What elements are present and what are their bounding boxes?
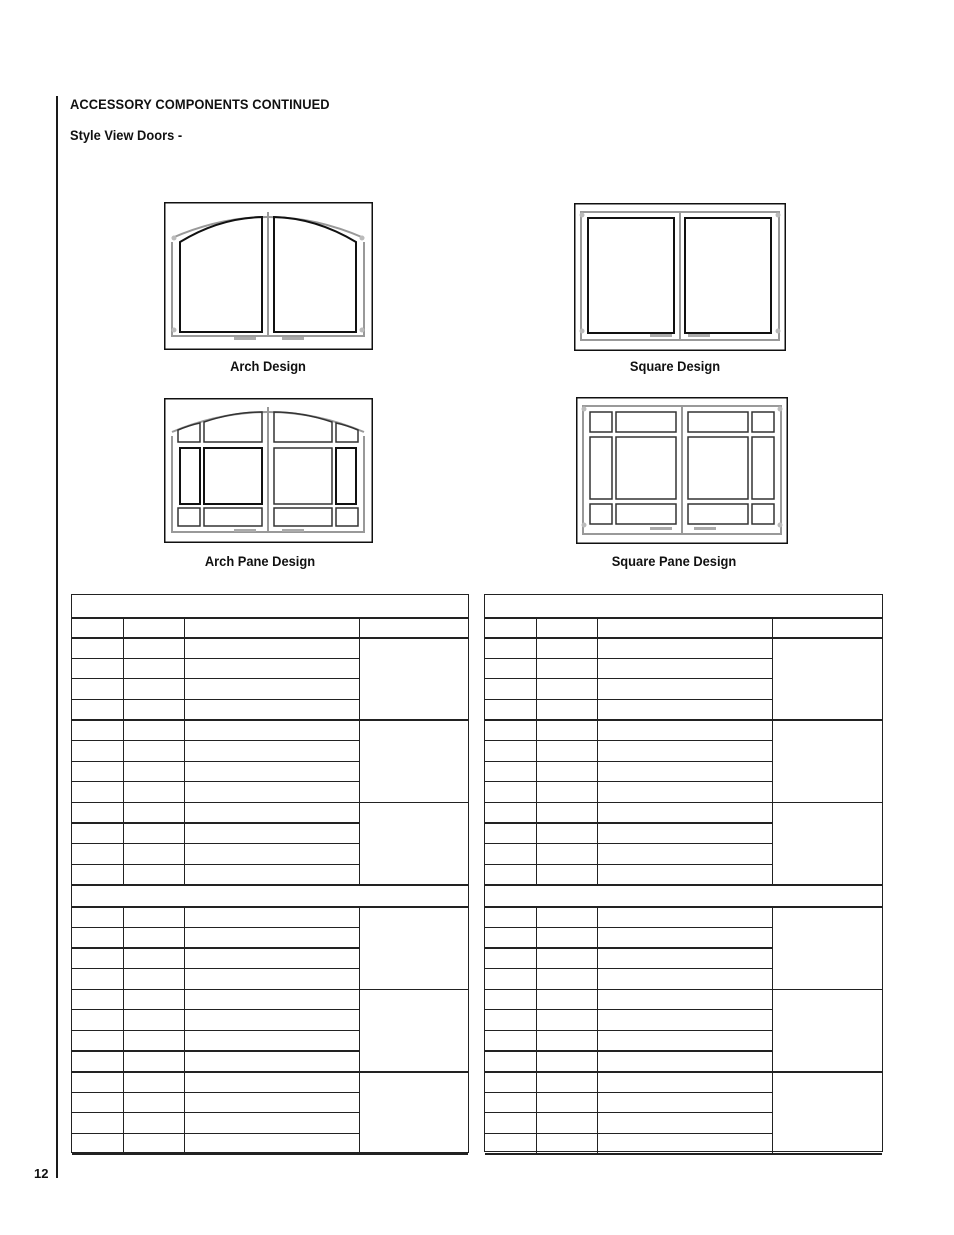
section-heading: ACCESSORY COMPONENTS CONTINUED [70,96,330,112]
square-pane-door-illustration [576,397,788,544]
table-row-rule [72,1009,359,1010]
table-row-rule [485,989,882,991]
table-row-rule [72,719,468,721]
table-row-rule [485,822,772,823]
table-column-divider [359,637,360,884]
table-row-rule [485,1050,772,1051]
table-row-rule [485,761,772,762]
table-column-divider [359,906,360,1153]
door-parts-table-right [484,594,883,1152]
table-row-rule [72,1071,468,1073]
table-row-rule [72,1153,468,1155]
table-row-rule [72,822,359,823]
table-column-divider [359,617,360,637]
table-rule [72,637,468,639]
table-row-rule [485,1153,882,1155]
table-rule [72,906,468,908]
table-row-rule [485,864,772,865]
table-column-divider [184,637,185,884]
table-row-rule [72,989,468,991]
square-design-caption: Square Design [629,358,721,374]
table-column-divider [536,617,537,637]
table-row-rule [72,1092,359,1093]
margin-rule [56,96,58,1178]
arch-pane-door-illustration [164,398,373,543]
table-rule [485,617,882,619]
table-column-divider [123,637,124,884]
table-row-rule [485,1030,772,1031]
table-rule [485,637,882,639]
table-row-rule [72,843,359,844]
table-row-rule [485,1009,772,1010]
table-row-rule [72,740,359,741]
table-column-divider [123,906,124,1153]
table-row-rule [72,947,359,948]
table-row-rule [72,1112,359,1113]
table-row-rule [485,884,882,886]
table-row-rule [485,947,772,948]
table-row-rule [72,802,468,804]
table-column-divider [536,906,537,1153]
table-column-divider [184,617,185,637]
table-row-rule [485,802,882,804]
table-row-rule [485,927,772,928]
section-subheading: Style View Doors - [70,127,183,143]
table-row-rule [485,1112,772,1113]
table-column-divider [772,637,773,884]
square-door-illustration [574,203,786,351]
table-row-rule [485,781,772,782]
table-column-divider [123,617,124,637]
table-row-rule [485,1092,772,1093]
table-row-rule [72,678,359,679]
table-row-rule [72,1030,359,1031]
table-row-rule [72,761,359,762]
table-row-rule [485,843,772,844]
door-parts-table-left [71,594,469,1153]
table-row-rule [72,884,468,886]
table-row-rule [72,968,359,969]
table-column-divider [772,617,773,637]
table-row-rule [485,1133,772,1134]
table-row-rule [72,781,359,782]
table-row-rule [72,1050,359,1051]
table-row-rule [485,719,882,721]
table-row-rule [72,658,359,659]
table-row-rule [485,678,772,679]
arch-pane-design-caption: Arch Pane Design [204,553,316,569]
table-column-divider [184,906,185,1153]
table-row-rule [485,658,772,659]
table-column-divider [597,906,598,1153]
arch-door-illustration [164,202,373,350]
page-number: 12 [34,1166,49,1181]
table-rule [72,617,468,619]
table-rule [485,906,882,908]
table-row-rule [72,699,359,700]
table-row-rule [485,968,772,969]
table-row-rule [485,1071,882,1073]
table-row-rule [72,1133,359,1134]
arch-design-caption: Arch Design [230,358,306,374]
square-pane-design-caption: Square Pane Design [611,553,737,569]
table-row-rule [485,699,772,700]
table-column-divider [597,637,598,884]
table-column-divider [597,617,598,637]
table-row-rule [72,927,359,928]
table-row-rule [485,740,772,741]
table-column-divider [536,637,537,884]
table-column-divider [772,906,773,1153]
table-row-rule [72,864,359,865]
